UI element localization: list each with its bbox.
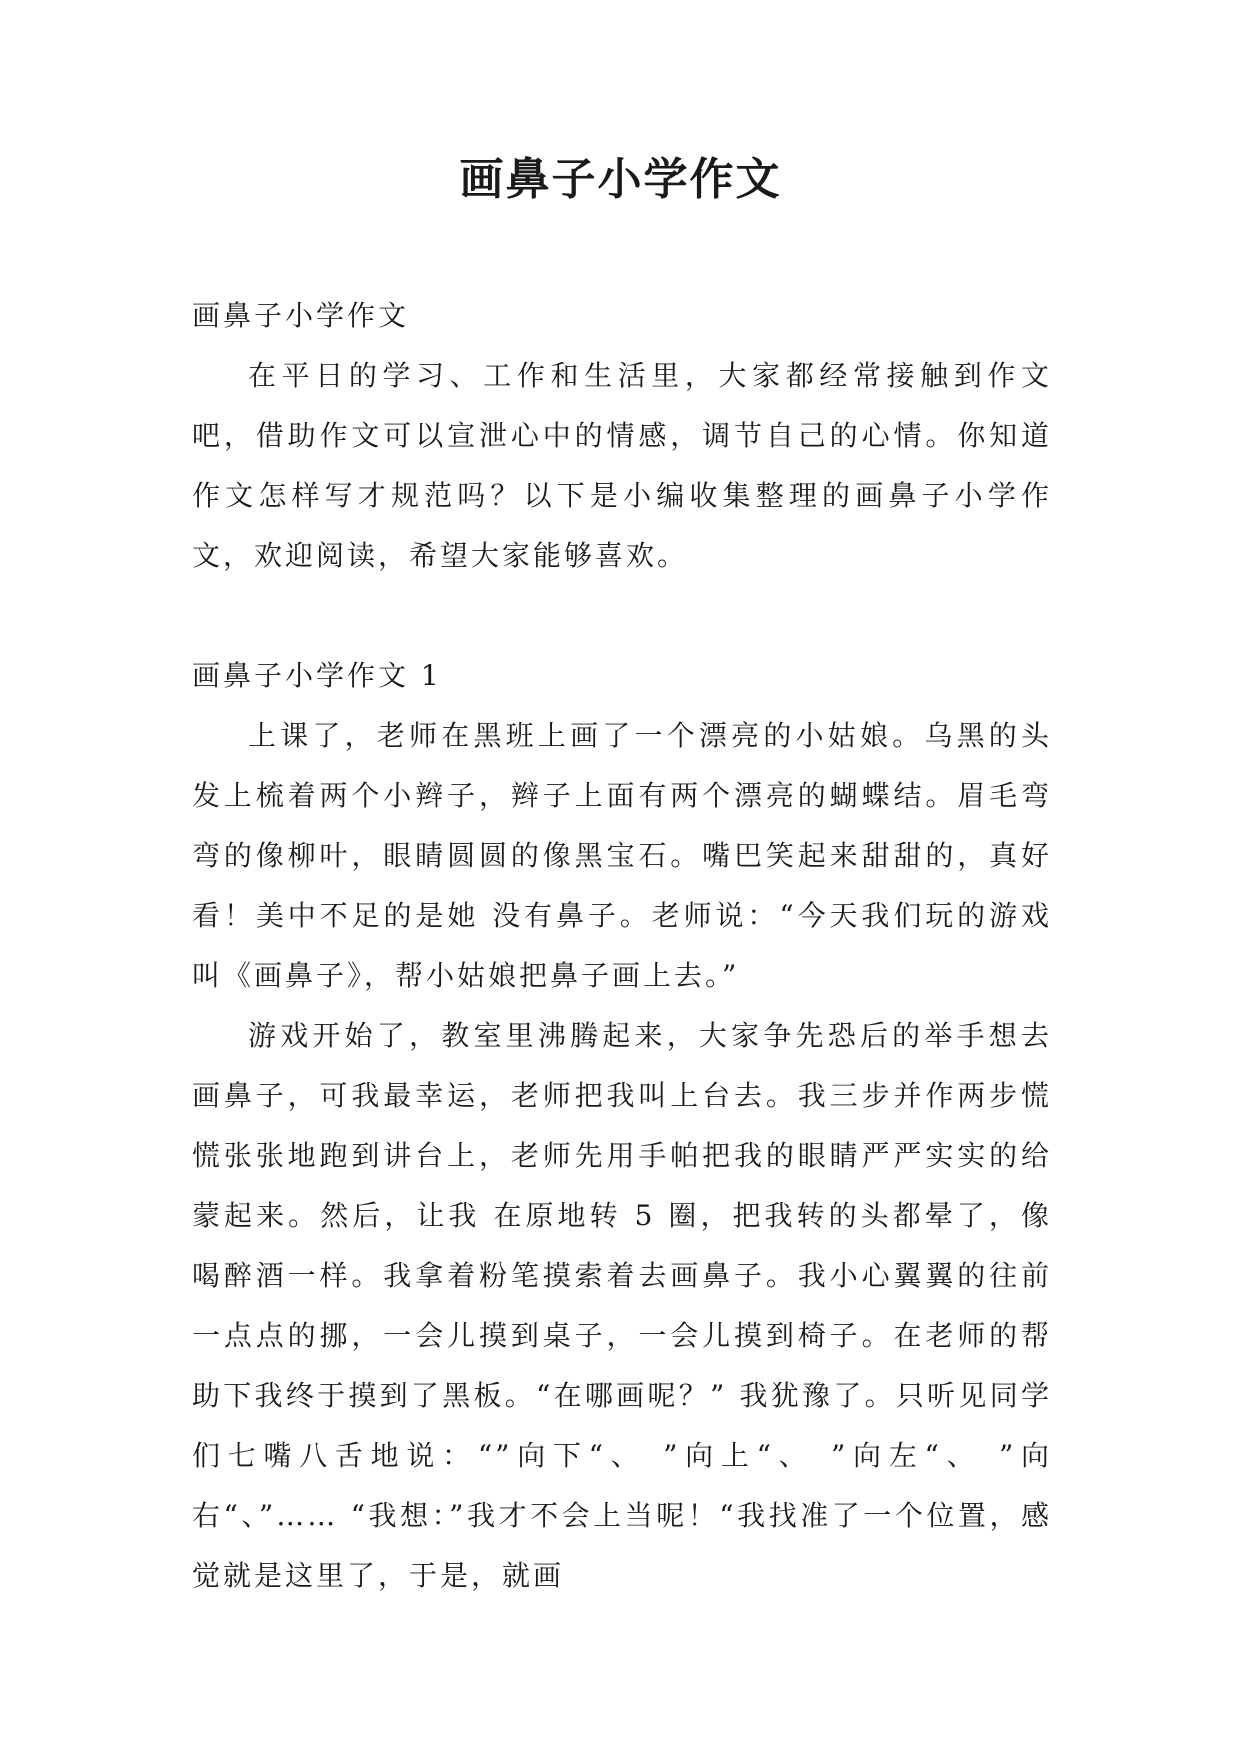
essay1-heading: 画鼻子小学作文 1 [192,659,442,692]
intro-paragraph: 在平日的学习、工作和生活里，大家都经常接触到作文吧，借助作文可以宣泄心中的情感，调节自己的心情。你知道作文怎样写才规范吗？以下是小编收集整理的画鼻子小学作文，欢迎阅读，希望大家能够喜欢。 [192,359,1052,572]
essay1-paragraph: 游戏开始了，教室里沸腾起来，大家争先恐后的举手想去画鼻子，可我最幸运，老师把我叫上台去。我三步并作两步慌慌张张地跑到讲台上，老师先用手帕把我的眼睛严严实实的给蒙起来。然后，让我 在原地转 5 圈，把我转的头都晕了，像喝醉酒一样。我拿着粉笔摸索着去画鼻子。我小心翼翼的往前一点点的挪，一会儿摸到桌子，一会儿摸到椅子。在老师的帮助下我终于摸到了黑板。“在哪画呢？” 我犹豫了。只听见同学们七嘴八舌地说：“”向下“、 ”向上“、 ”向左“、 ”向右“、”…… “我想：”我才不会上当呢！“我找准了一个位置，感觉就是这里了，于是，就画 [192,1019,1052,1592]
essay1-paragraph: 上课了，老师在黑班上画了一个漂亮的小姑娘。乌黑的头发上梳着两个小辫子，辫子上面有两个漂亮的蝴蝶结。眉毛弯弯的像柳叶，眼睛圆圆的像黑宝石。嘴巴笑起来甜甜的，真好看！美中不足的是她 没有鼻子。老师说：“今天我们玩的游戏叫《画鼻子》，帮小姑娘把鼻子画上去。” [192,719,1052,992]
document-title: 画鼻子小学作文 [459,154,782,205]
intro-heading: 画鼻子小学作文 [192,299,410,332]
document-body [192,286,1052,1606]
